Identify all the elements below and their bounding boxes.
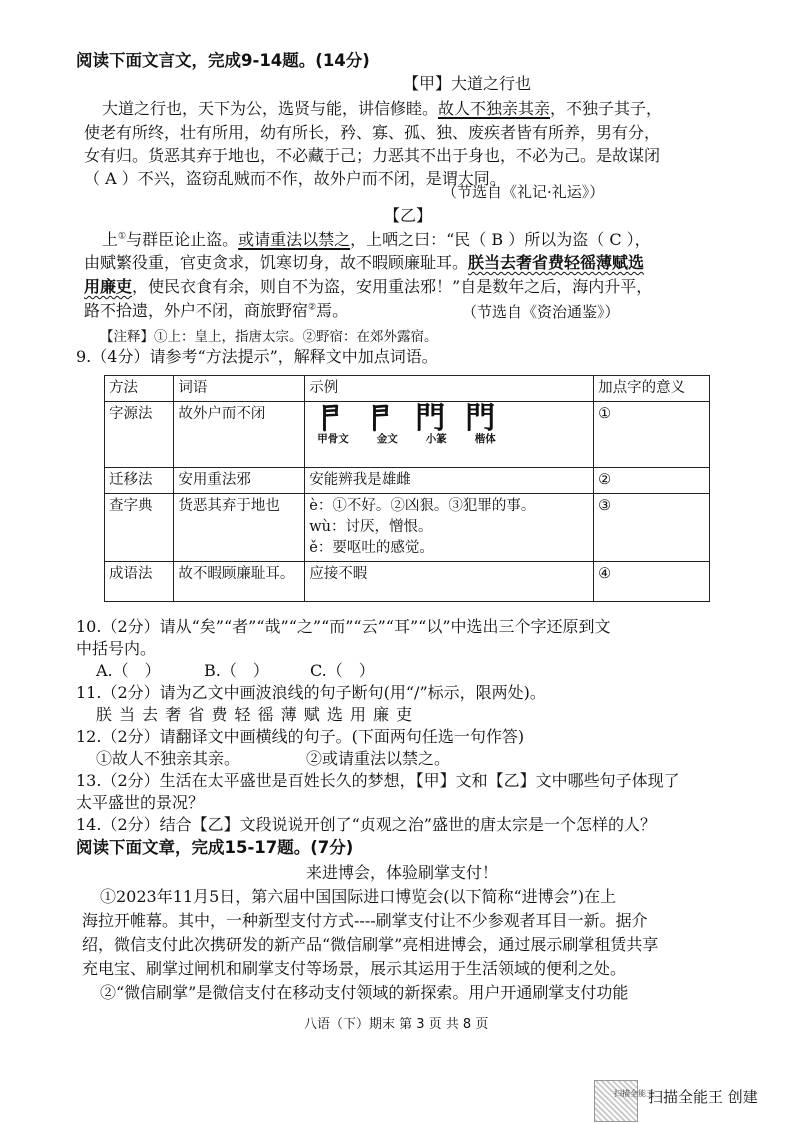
table-row — [105, 562, 710, 602]
example-cell: 应接不暇 — [305, 562, 594, 602]
q11-text: 11.（2分）请为乙文中画波浪线的句子断句(用“/”标示，限两处)。 — [76, 683, 546, 702]
table-row — [105, 402, 710, 468]
word-cell: 货恶其弃于地也 — [174, 494, 305, 562]
jia-line-4: （ A ）不兴，盗窃乱贼而不作，故外户而不闭，是谓大同。 — [84, 169, 506, 188]
bronze-glyph: 𠁣 — [365, 401, 398, 436]
method-cell: 迁移法 — [105, 468, 174, 494]
table-row — [105, 494, 710, 562]
method-cell: 成语法 — [105, 562, 174, 602]
section1-heading: 阅读下面文言文，完成9-14题。(14分) — [76, 51, 370, 70]
glyph-evolution — [309, 401, 589, 436]
page-footer: 八语（下）期末 第 3 页 共 8 页 — [304, 1017, 489, 1032]
table-row — [105, 468, 710, 494]
table-header: 词语 — [174, 376, 305, 402]
table-header-row — [105, 376, 710, 402]
wavy-sentence-part-1: 朕当去奢省费轻徭薄赋选 — [468, 253, 645, 272]
scanner-watermark: 扫描全能王 创建 — [648, 1088, 758, 1106]
example-cell — [305, 402, 594, 468]
q10-option-c[interactable]: C.（ ） — [310, 661, 375, 680]
yi-line-4: 路不拾遗，外户不闭，商旅野宿②焉。 — [84, 301, 349, 320]
wavy-sentence-part-2: 用廉吏 — [84, 277, 133, 296]
jia-line-3: 女有归。货恶其弃于地也，不必藏于己；力恶其不出于身也，不必为己。是故谋闭 — [84, 146, 661, 165]
q12-text: 12.（2分）请翻译文中画横线的句子。(下面两句任选一句作答) — [76, 727, 525, 746]
oracle-glyph: 𠁣 — [315, 401, 348, 436]
jia-line-1: 大道之行也，天下为公，选贤与能，讲信修睦。故人不独亲其亲，不独子其子， — [102, 99, 663, 118]
q10-line-1: 10.（2分）请从“矣”“者”“哉”“之”“而”“云”“耳”“以”中选出三个字还原到文 — [76, 617, 611, 636]
example-cell: è：①不好。②凶狠。③犯罪的事。 wù：讨厌，憎恨。 ě：要呕吐的感觉。 — [305, 494, 594, 562]
table-header: 方法 — [105, 376, 174, 402]
method-table — [104, 375, 710, 602]
annotation-note: 【注释】①上：皇上，指唐太宗。②野宿：在郊外露宿。 — [100, 329, 438, 345]
answer-cell[interactable]: ② — [594, 468, 710, 494]
seal-glyph: 門 — [415, 401, 448, 436]
word-cell: 故外户而不闭 — [174, 402, 305, 468]
table-header: 加点字的意义 — [594, 376, 710, 402]
regular-glyph: 門 — [465, 401, 498, 436]
q12-option-1: ①故人不独亲其亲。 — [96, 749, 241, 768]
jia-line-2: 使老有所终，壮有所用，幼有所长，矜、寡、孤、独、废疾者皆有所养，男有分， — [84, 123, 661, 142]
article-line-4: 充电宝、刷掌过闸机和刷掌支付等场景，展示其运用于生活领域的便利之处。 — [82, 959, 627, 978]
article-line-5: ②“微信刷掌”是微信支付在移动支付领域的新探索。用户开通刷掌支付功能 — [100, 983, 629, 1002]
q13-line-1: 13.（2分）生活在太平盛世是百姓长久的梦想，【甲】文和【乙】文中哪些句子体现了 — [76, 771, 680, 790]
underlined-sentence-2: 或请重法以禁之 — [238, 230, 351, 249]
article-line-1: ①2023年11月5日，第六届中国国际进口博览会(以下简称“进博会”)在上 — [100, 887, 617, 906]
answer-cell[interactable]: ③ — [594, 494, 710, 562]
example-cell: 安能辨我是雄雌 — [305, 468, 594, 494]
answer-cell[interactable]: ① — [594, 402, 710, 468]
yi-line-2: 由赋繁役重，官吏贪求，饥寒切身，故不暇顾廉耻耳。朕当去奢省费轻徭薄赋选 — [84, 253, 645, 272]
section2-heading: 阅读下面文章，完成15-17题。(7分) — [76, 838, 354, 857]
article-line-3: 绍，微信支付此次携研发的新产品“微信刷掌”亮相进博会，通过展示刷掌租赁共享 — [82, 935, 659, 954]
article-line-2: 海拉开帷幕。其中，一种新型支付方式----刷掌支付让不少参观者耳目一新。据介 — [82, 911, 648, 930]
yi-title: 【乙】 — [384, 206, 433, 225]
method-cell: 查字典 — [105, 494, 174, 562]
word-cell: 安用重法邪 — [174, 468, 305, 494]
q10-option-a[interactable]: A.（ ） — [96, 661, 161, 680]
stamp-label: 扫描全能王 — [614, 1089, 654, 1098]
q10-option-b[interactable]: B.（ ） — [204, 661, 269, 680]
answer-cell[interactable]: ④ — [594, 562, 710, 602]
jia-source: （节选自《礼记·礼运》） — [442, 183, 605, 201]
q9-text: 9.（4分）请参考“方法提示”，解释文中加点词语。 — [76, 347, 438, 366]
article-title: 来进博会，体验刷掌支付！ — [306, 863, 499, 882]
glyph-labels: 甲骨文 金文 小篆 楷体 — [317, 433, 496, 445]
q13-line-2: 太平盛世的景况？ — [76, 793, 205, 812]
method-cell: 字源法 — [105, 402, 174, 468]
qr-code-icon — [594, 1080, 638, 1122]
yi-line-3: 用廉吏，使民衣食有余，则自不为盗，安用重法邪！”自是数年之后，海内升平， — [84, 277, 653, 296]
yi-line-1: 上①与群臣论止盗。或请重法以禁之，上哂之曰：“民（ B ）所以为盗（ C ）， — [102, 230, 651, 249]
q12-option-2: ②或请重法以禁之。 — [306, 749, 451, 768]
word-cell: 故不暇顾廉耻耳。 — [174, 562, 305, 602]
yi-source: （节选自《资治通鉴》） — [462, 303, 620, 321]
underlined-sentence-1: 故人不独亲其亲 — [438, 99, 551, 118]
q14-text: 14.（2分）结合【乙】文段说说开创了“贞观之治”盛世的唐太宗是一个怎样的人？ — [76, 815, 656, 834]
table-header: 示例 — [305, 376, 594, 402]
q11-sentence: 朕 当 去 奢 省 费 轻 徭 薄 赋 选 用 廉 吏 — [96, 705, 414, 724]
q10-line-2: 中括号内。 — [76, 639, 157, 658]
jia-title: 【甲】大道之行也 — [402, 74, 531, 93]
